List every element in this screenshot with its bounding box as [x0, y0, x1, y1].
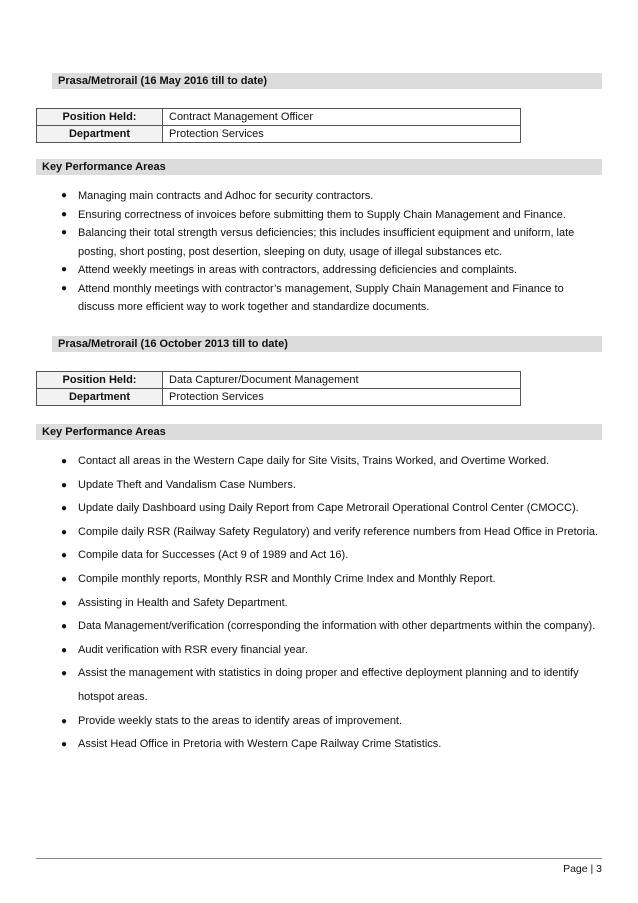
- bullet-icon: ●: [61, 597, 68, 609]
- table-row: [37, 126, 521, 143]
- table-row: [37, 372, 521, 389]
- bullet-icon: ●: [61, 479, 68, 491]
- job1-info-table: [36, 108, 521, 143]
- table-row: [37, 109, 521, 126]
- position-label: Position Held:: [37, 372, 163, 389]
- job1-kpa-list: [57, 187, 602, 317]
- position-label: Position Held:: [37, 109, 163, 126]
- bullet-icon: ●: [61, 190, 68, 201]
- department-label: Department: [37, 389, 163, 406]
- bullet-icon: ●: [61, 621, 68, 633]
- list-item: ● Compile monthly reports, Monthly RSR and Monthly Crime Index and Monthly Report.: [57, 568, 602, 592]
- position-value: Contract Management Officer: [163, 109, 521, 126]
- list-item: ● Ensuring correctness of invoices before submitting them to Supply Chain Management and Finance.: [57, 206, 602, 225]
- job1-header: [52, 73, 602, 89]
- bullet-icon: ●: [61, 264, 68, 275]
- bullet-icon: ●: [61, 715, 68, 727]
- bullet-icon: ●: [61, 550, 68, 562]
- list-item: ● Assist the management with statistics in doing proper and effective deployment planning and to identify hotspot areas.: [57, 662, 602, 709]
- list-item: ● Managing main contracts and Adhoc for security contractors.: [57, 187, 602, 206]
- bullet-icon: ●: [61, 503, 68, 515]
- footer-divider: [36, 858, 602, 859]
- job2-title: Prasa/Metrorail (16 October 2013 till to date): [58, 338, 288, 350]
- list-item: ● Contact all areas in the Western Cape daily for Site Visits, Trains Worked, and Overtime Worked.: [57, 450, 602, 474]
- position-value: Data Capturer/Document Management: [163, 372, 521, 389]
- job2-kpa-list: [57, 450, 602, 757]
- list-item: ● Attend monthly meetings with contractor’s management, Supply Chain Management and Finance to discuss more efficient way to work together and standardize documents.: [57, 280, 602, 317]
- list-item: ● Assisting in Health and Safety Department.: [57, 592, 602, 616]
- job2-info-table: [36, 371, 521, 406]
- bullet-icon: ●: [61, 526, 68, 538]
- bullet-icon: ●: [61, 668, 68, 680]
- list-item: ● Audit verification with RSR every financial year.: [57, 639, 602, 663]
- bullet-icon: ●: [61, 739, 68, 751]
- list-item: ● Compile daily RSR (Railway Safety Regulatory) and verify reference numbers from Head Office in Pretoria.: [57, 521, 602, 545]
- list-item: ● Balancing their total strength versus deficiencies; this includes insufficient equipment and uniform, late posting, short posting, post desertion, sleeping on duty, usage of illegal substances etc.: [57, 224, 602, 261]
- list-item: ● Compile data for Successes (Act 9 of 1989 and Act 16).: [57, 544, 602, 568]
- job1-kpa-header: [36, 159, 602, 175]
- job1-title: Prasa/Metrorail (16 May 2016 till to date): [58, 75, 268, 87]
- bullet-icon: ●: [61, 456, 68, 467]
- table-row: [37, 389, 521, 406]
- job1-kpa-title: Key Performance Areas: [42, 161, 166, 173]
- bullet-icon: ●: [61, 644, 68, 656]
- list-item: ● Assist Head Office in Pretoria with Western Cape Railway Crime Statistics.: [57, 733, 602, 757]
- department-label: Department: [37, 126, 163, 143]
- job2-kpa-title: Key Performance Areas: [42, 426, 166, 438]
- list-item: ● Attend weekly meetings in areas with contractors, addressing deficiencies and complaints.: [57, 261, 602, 280]
- list-item: ● Data Management/verification (corresponding the information with other departments within the company).: [57, 615, 602, 639]
- bullet-icon: ●: [61, 573, 68, 585]
- list-item: ● Update daily Dashboard using Daily Report from Cape Metrorail Operational Control Center (CMOCC).: [57, 497, 602, 521]
- list-item: ● Provide weekly stats to the areas to identify areas of improvement.: [57, 710, 602, 734]
- page-number: Page | 3: [563, 863, 602, 875]
- list-item: ● Update Theft and Vandalism Case Numbers.: [57, 474, 602, 498]
- job2-kpa-header: [36, 424, 602, 440]
- bullet-icon: ●: [61, 227, 68, 238]
- department-value: Protection Services: [163, 126, 521, 143]
- department-value: Protection Services: [163, 389, 521, 406]
- bullet-icon: ●: [61, 282, 68, 294]
- job2-header: [52, 336, 602, 352]
- bullet-icon: ●: [61, 208, 68, 220]
